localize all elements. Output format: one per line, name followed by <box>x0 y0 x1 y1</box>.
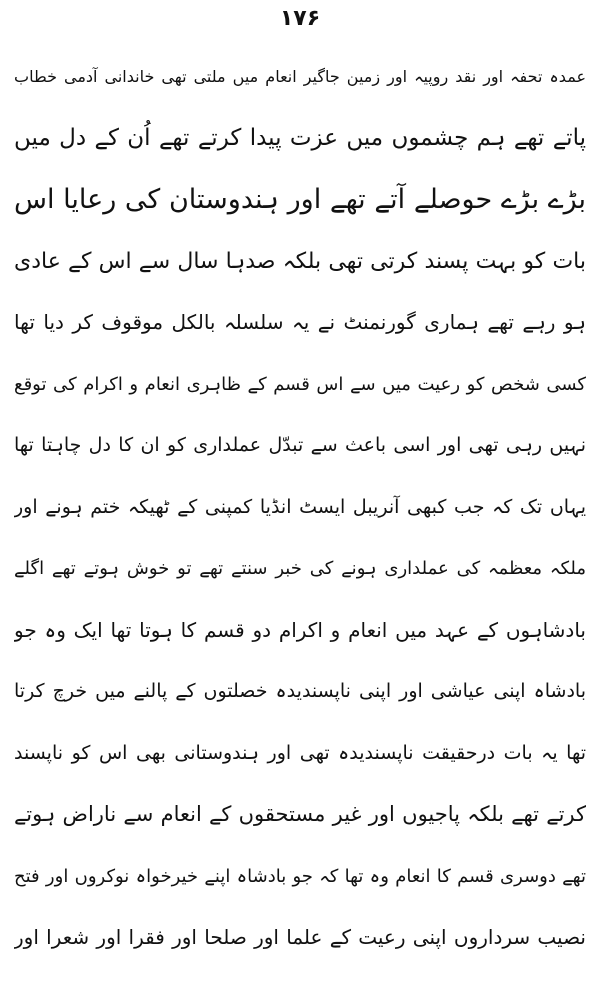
text-line: ہو رہے تھے ہماری گورنمنٹ نے یہ سلسلہ بالکل موقوف کر دیا تھا <box>14 310 586 334</box>
text-line: نصیب سرداروں اپنی رعیت کے علما اور صلحا اور فقرا اور شعرا اور <box>14 925 586 949</box>
text-line: بادشاہ اپنی عیاشی اور اپنی ناپسندیدہ خصلتوں کے پالنے میں خرچ کرتا <box>14 680 586 702</box>
text-line: بات کو بہت پسند کرتی تھی بلکہ صدہا سال سے اس کے عادی <box>14 248 586 274</box>
text-line: یہاں تک کہ جب کبھی آنریبل ایسٹ انڈیا کمپنی کے ٹھیکہ ختم ہونے اور <box>14 495 586 518</box>
text-line: نہیں رہی تھی اور اسی باعث سے تبدّل عملداری کو ان کا دل چاہتا تھا <box>14 434 586 456</box>
text-line: عمدہ تحفہ اور نقد روپیہ اور زمین جاگیر انعام میں ملتی تھی خاندانی آدمی خطاب <box>14 67 586 86</box>
text-line: بڑے بڑے حوصلے آتے تھے اور ہندوستان کی رعایا اس <box>14 184 586 215</box>
text-line: پاتے تھے ہم چشموں میں عزت پیدا کرتے تھے اُن کے دل میں <box>14 124 586 151</box>
body-text <box>14 46 586 969</box>
text-line: تھا یہ بات درحقیقت ناپسندیدہ تھی اور ہندوستانی بھی اس کو ناپسند <box>14 741 586 764</box>
text-line: کرتے تھے بلکہ پاجیوں اور غیر مستحقوں کے انعام سے ناراض ہوتے <box>14 802 586 826</box>
text-line: ملکہ معظمہ کی عملداری ہونے کی خبر سنتے تھے تو خوش ہوتے تھے اگلے <box>14 558 586 579</box>
text-line: کسی شخص کو رعیت میں سے اس قسم کے ظاہری انعام و اکرام کی توقع <box>14 373 586 395</box>
page-number: ۱۷۶ <box>279 6 321 31</box>
text-line: بادشاہوں کے عہد میں انعام و اکرام دو قسم کا ہوتا تھا ایک وہ جو <box>14 617 586 642</box>
text-line: تھے دوسری قسم کا انعام وہ تھا کہ جو بادشاہ اپنے خیرخواہ نوکروں اور فتح <box>14 865 586 887</box>
